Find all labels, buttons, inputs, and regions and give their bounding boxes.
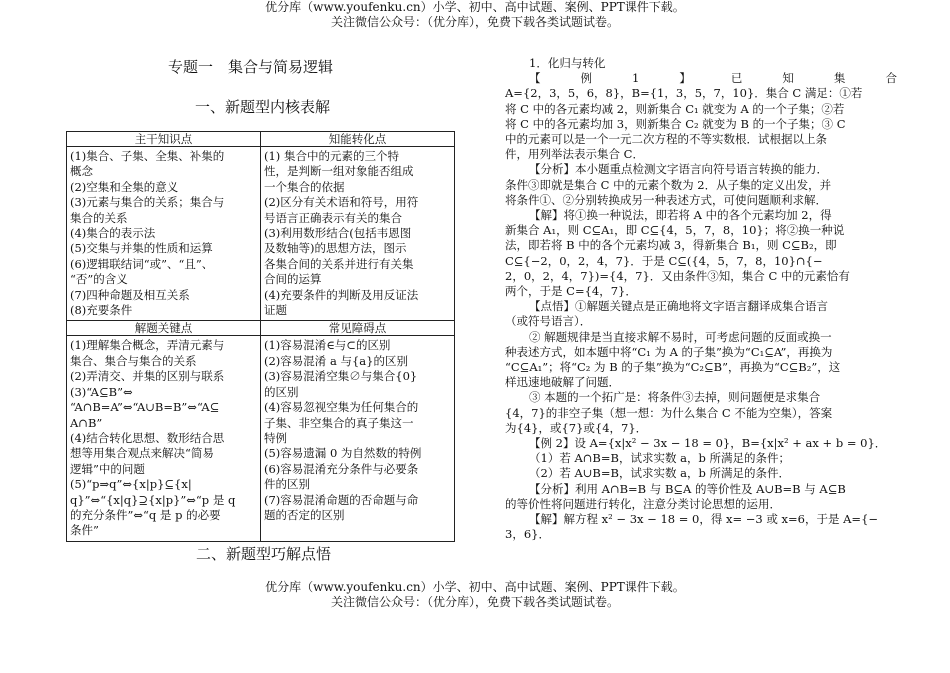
text-line: “C⊆A₁”；将“C₂ 为 B 的子集”换为“C₂⊆B”，再换为“C⊆B₂”，这 [505,360,841,375]
cell-line: (4)容易忽视空集为任何集合的 [264,400,419,415]
cell-line: (5)容易遗漏 0 为自然数的特例 [264,446,422,461]
page-footer [0,580,950,610]
cell-line: 号语言正确表示有关的集合 [264,210,402,225]
footer-line-1: 优分库（www.youfenku.cn）小学、初中、高中试题、案例、PPT课件下载。 [265,580,685,594]
footer-line-2: 关注微信公众号：（优分库），免费下载各类试题试卷。 [330,595,619,609]
text-line: 法，即若将 B 中的各个元素均减 3，得新集合 B₁，则 C⊆B₂，即 [505,238,837,253]
cell-line: (5)交集与并集的性质和运算 [70,241,213,256]
text-line: 【分析】本小题重点检测文字语言向符号语言转换的能力． [529,162,828,177]
example-1-char: 合 [885,71,897,86]
example-1-label [505,71,897,86]
text-line: 【分析】利用 A∩B=B 与 B⊆A 的等价性及 A∪B=B 与 A⊆B [529,481,846,496]
cell-line: “A∩B=A”⇔“A∪B=B”⇔“A⊆ [70,400,220,415]
header-main-knowledge: 主干知识点 [67,132,261,147]
header-line-2: 关注微信公众号：（优分库），免费下载各类试题试卷。 [330,15,619,29]
example-1-char: 知 [782,71,794,86]
cell-line: (6)逻辑联结词“或”、“且”、 [70,256,214,271]
text-line: 将 C 中的各元素均减 2，则新集合 C₁ 就变为 A 的一个子集；②若 [505,101,845,116]
cell-line: (6)容易混淆充分条件与必要条 [264,461,419,476]
text-line: 条件③即就是集合 C 中的元素个数为 2．从子集的定义出发，并 [505,177,832,192]
text-line: 样迅速地破解了问题． [505,375,620,390]
text-line: 2，0，2，4，7})={4，7}．又由条件③知，集合 C 中的元素恰有 [505,268,850,283]
cell-line: 子集、非空集合的真子集这一 [264,415,414,430]
cell-line: (2)区分有关术语和符号，用符 [264,195,419,210]
header-line-1: 优分库（www.youfenku.cn）小学、初中、高中试题、案例、PPT课件下载。 [265,0,685,14]
text-line: C⊆{−2，0，2，4，7}．于是 C⊆({4，5，7，8，10}∩{− [505,253,823,268]
cell-line: 的充分条件”⇔“q 是 p 的必要 [70,507,221,522]
example-1-char: 集 [833,71,846,86]
cell-line: (2)空集和全集的意义 [70,179,179,194]
cell-line: 条件” [70,523,99,538]
cell-line: 特例 [264,430,287,445]
cell-line: 件的区别 [264,477,310,492]
example-1-char: 】 [679,71,691,86]
text-line: ③ 本题的一个拓广是：将条件③去掉，则问题便是求集合 [529,390,821,405]
section-2-title: 二、新题型巧解点悟 [196,545,332,563]
cell-line: 集合、集合与集合的关系 [70,353,197,368]
text-line: A={2，3，5，6，8}，B={1，3，5，7，10}．集合 C 满足：①若 [505,86,863,101]
text-line: 3，6}． [505,527,550,542]
subsection-heading: 1．化归与转化 [529,56,606,70]
cell-line: “否”的含义 [70,272,128,287]
text-line: ② 解题规律是当直接求解不易时，可考虑问题的反面或换一 [529,329,832,344]
cell-line: (1)集合、子集、全集、补集的 [70,149,225,163]
cell-line: 证题 [264,303,287,318]
cell-line: (3)“A⊆B”⇔ [70,384,133,399]
header-key-points: 解题关键点 [67,321,261,336]
text-line: 【点悟】①解题关键点是正确地将文字语言翻译成集合语言 [529,299,828,314]
text-line: 新集合 A₁，则 C⊆A₁，即 C⊆{4，5，7，8，10}；将②换一种说 [505,223,845,238]
cell-line: (7)容易混淆命题的否命题与命 [264,492,419,507]
text-line: （或符号语言）． [505,314,592,329]
cell-main-knowledge [67,147,261,321]
cell-line: q}”⇔“{x|q}⊇{x|p}”⇔“p 是 q [70,492,236,507]
cell-line: (8)充要条件 [70,303,133,318]
cell-line: 的区别 [264,384,299,399]
knowledge-table [66,131,455,542]
document-title: 专题一 集合与简易逻辑 [168,58,334,76]
right-column-body [505,86,897,542]
cell-line: (4)结合转化思想、数形结合思 [70,430,225,445]
cell-line: (2)弄清交、并集的区别与联系 [70,369,225,384]
cell-line: 逻辑”中的问题 [70,461,145,476]
text-line: 将条件①、②分别转换成另一种表述方式，可使问题顺利求解． [505,192,827,207]
cell-line: (4)充要条件的判断及用反证法 [264,287,419,302]
cell-line: 想等用集合观点来解决“简易 [70,446,214,461]
text-line: 两个，于是 C={4，7}． [505,284,637,299]
text-line: 【例 2】设 A={x|x² − 3x − 18 = 0}，B={x|x² + ax + b = 0}． [529,436,887,451]
text-line: 的等价性将问题进行转化，注意分类讨论思想的运用． [505,496,781,511]
text-line: 将 C 中的各元素均加 3，则新集合 C₂ 就变为 B 的一个子集；③ C [505,116,846,131]
example-1-char: 例 [580,71,593,86]
text-line: 为{4}，或{7}或{4，7}． [505,420,648,435]
cell-ability-transfer [261,147,455,321]
section-1-title: 一、新题型内核表解 [195,98,331,116]
cell-line: (3)容易混淆空集∅与集合{0} [264,369,418,384]
cell-line: (5)“p⇒q”⇔{x|p}⊆{x| [70,477,192,492]
cell-line: (1) 集合中的元素的三个特 [264,149,399,163]
header-common-obstacles: 常见障碍点 [261,321,455,336]
text-line: 种表述方式，如本题中将“C₁ 为 A 的子集”换为“C₁⊆A”，再换为 [505,344,833,359]
cell-common-obstacles [261,336,455,541]
text-line: 件，用列举法表示集合 C． [505,147,644,162]
cell-line: (7)四种命题及相互关系 [70,287,190,302]
text-line: 【解】将①换一种说法，即若将 A 中的各个元素均加 2，得 [529,208,832,223]
cell-line: 及数轴等)的思想方法，图示 [264,241,407,256]
cell-key-points [67,336,261,541]
cell-line: 各集合间的关系并进行有关集 [264,256,414,271]
text-line: 中的元素可以是一个一元二次方程的不等实数根．试根据以上条 [505,132,827,147]
example-1-char: 已 [730,71,743,86]
text-line: 【解】解方程 x² − 3x − 18 = 0，得 x= −3 或 x=6，于是 A={− [529,512,879,527]
cell-line: (4)集合的表示法 [70,226,156,241]
page-header [0,0,950,30]
cell-line: A∩B” [70,415,103,430]
cell-line: (1)理解集合概念，弄清元素与 [70,338,225,353]
cell-line: 性，是判断一组对象能否组成 [264,164,414,179]
cell-line: 一个集合的依据 [264,179,345,194]
cell-line: (1)容易混淆∈与⊂的区别 [264,338,391,353]
cell-line: 合间的运算 [264,272,322,287]
cell-line: (3)元素与集合的关系；集合与 [70,195,225,210]
example-1-char: 【 [529,71,541,86]
example-1-char: 1 [632,71,640,86]
text-line: （1）若 A∩B=B，试求实数 a，b 所满足的条件； [529,451,790,466]
right-column [505,56,897,543]
text-line: {4，7}的非空子集（想一想：为什么集合 C 不能为空集），答案 [505,405,833,420]
cell-line: 题的否定的区别 [264,507,345,522]
cell-line: (3)利用数形结合(包括韦恩图 [264,226,412,241]
text-line: （2）若 A∪B=B，试求实数 a，b 所满足的条件． [529,466,790,481]
cell-line: 集合的关系 [70,210,128,225]
cell-line: 概念 [70,164,93,179]
header-ability-transfer: 知能转化点 [261,132,455,147]
cell-line: (2)容易混淆 a 与{a}的区别 [264,353,408,368]
